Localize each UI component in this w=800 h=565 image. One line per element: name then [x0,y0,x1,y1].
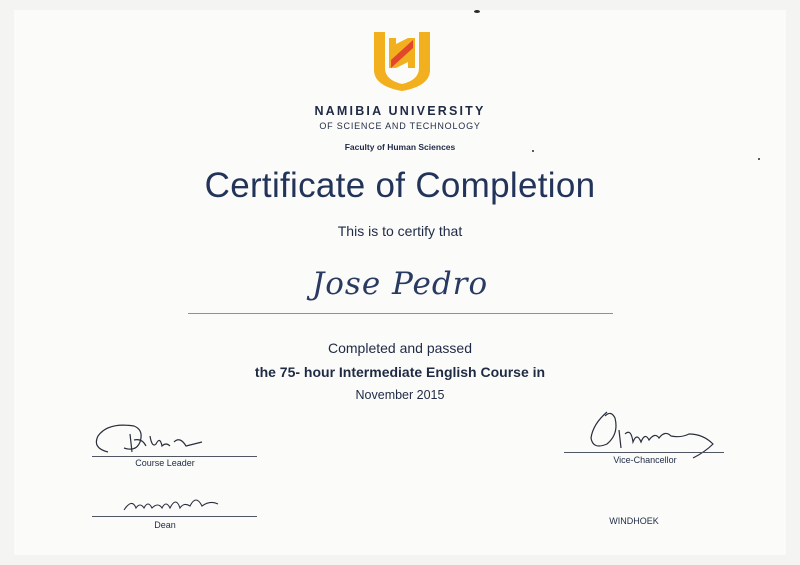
recipient-underline [188,313,613,314]
location-text: WINDHOEK [609,516,659,526]
course-description: the 75- hour Intermediate English Course in [254,364,546,380]
certificate-title: Certificate of Completion [204,166,596,205]
vice-chancellor-label: Vice-Chancellor [613,455,677,465]
dean-line [92,516,257,517]
speck [758,158,760,160]
dean-signature [118,486,238,516]
university-name: NAMIBIA UNIVERSITY [314,104,486,118]
university-subname: OF SCIENCE AND TECHNOLOGY [319,121,481,131]
speck [474,10,480,13]
recipient-name: Jose Pedro [311,266,489,302]
course-leader-signature [90,412,220,458]
vice-chancellor-line [564,452,724,453]
course-leader-line [92,456,257,457]
certify-intro: This is to certify that [337,223,463,239]
completion-date: November 2015 [355,388,445,402]
dean-label: Dean [154,520,176,530]
completed-text: Completed and passed [328,340,472,356]
faculty-name: Faculty of Human Sciences [344,142,456,152]
course-leader-label: Course Leader [135,458,195,468]
university-shield-logo [372,30,432,92]
